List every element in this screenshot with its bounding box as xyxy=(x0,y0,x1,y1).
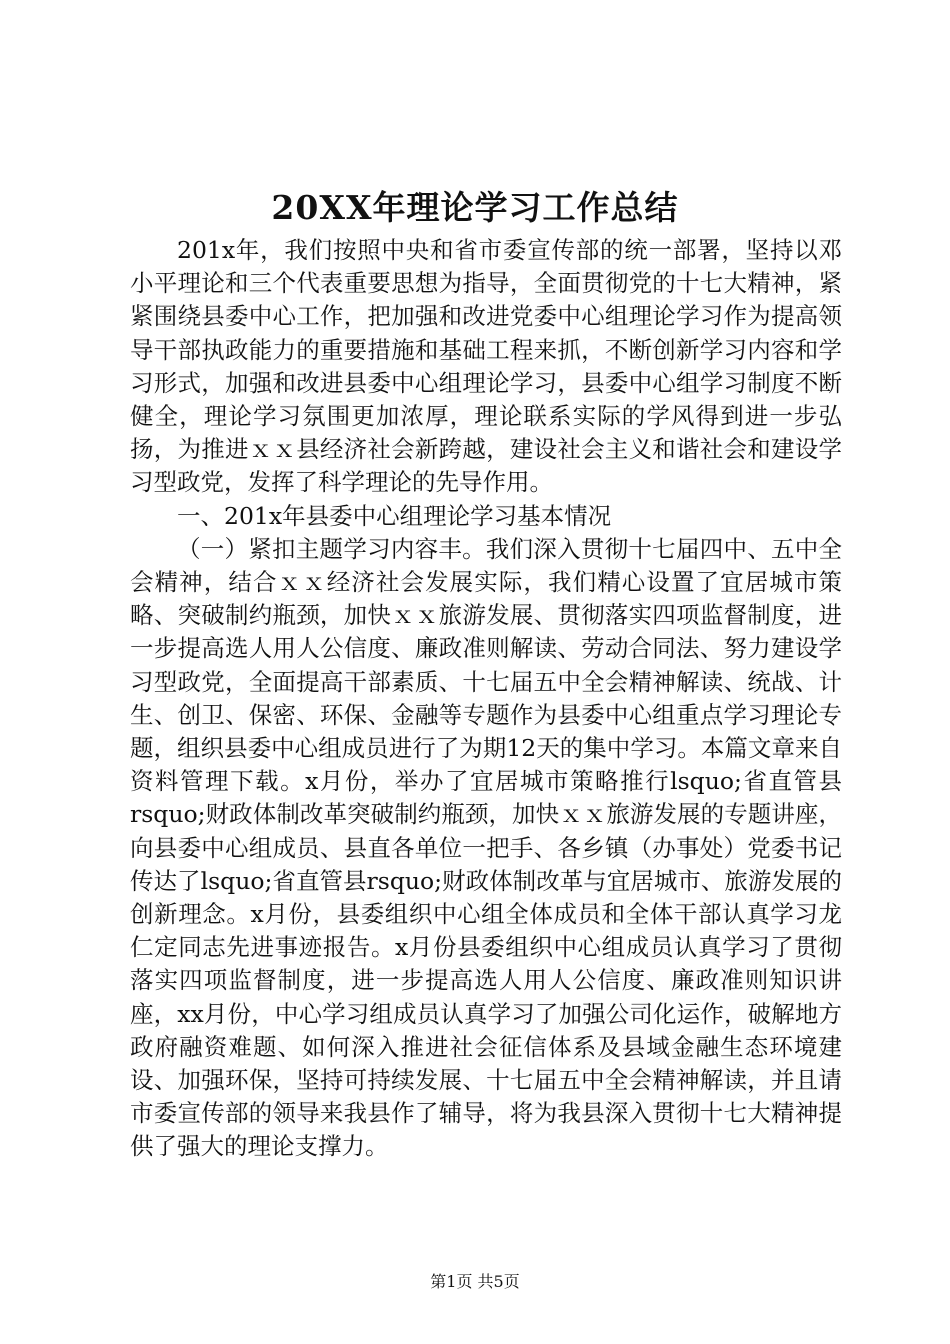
paragraph-section-1-1: （一）紧扣主题学习内容丰。我们深入贯彻十七届四中、五中全会精神，结合ｘｘ经济社会发展实际，我们精心设置了宜居城市策略、突破制约瓶颈，加快ｘｘ旅游发展、贯彻落实四项监督制度，进一步提高选人用人公信度、廉政准则解读、劳动合同法、努力建设学习型政党，全面提高干部素质、十七届五中全会精神解读、统战、计生、创卫、保密、环保、金融等专题作为县委中心组重点学习理论专题，组织县委中心组成员进行了为期12天的集中学习。本篇文章来自资料管理下载。x月份，举办了宜居城市策略推行lsquo;省直管县rsquo;财政体制改革突破制约瓶颈，加快ｘｘ旅游发展的专题讲座，向县委中心组成员、县直各单位一把手、各乡镇（办事处）党委书记传达了lsquo;省直管县rsquo;财政体制改革与宜居城市、旅游发展的创新理念。x月份，县委组织中心组全体成员和全体干部认真学习龙仁定同志先进事迹报告。x月份县委组织中心组成员认真学习了贯彻落实四项监督制度，进一步提高选人用人公信度、廉政准则知识讲座，xx月份，中心学习组成员认真学习了加强公司化运作，破解地方政府融资难题、如何深入推进社会征信体系及县域金融生态环境建设、加强环保，坚持可持续发展、十七届五中全会精神解读，并且请市委宣传部的领导来我县作了辅导，将为我县深入贯彻十七大精神提供了强大的理论支撑力。 xyxy=(130,534,842,1161)
document-body xyxy=(130,234,842,1164)
document-title: 20XX年理论学习工作总结 xyxy=(271,188,679,227)
paragraph-intro: 201x年，我们按照中央和省市委宣传部的统一部署，坚持以邓小平理论和三个代表重要思想为指导，全面贯彻党的十七大精神，紧紧围绕县委中心工作，把加强和改进党委中心组理论学习作为提高领导干部执政能力的重要措施和基础工程来抓，不断创新学习内容和学习形式，加强和改进县委中心组理论学习，县委中心组学习制度不断健全，理论学习氛围更加浓厚，理论联系实际的学风得到进一步弘扬，为推进ｘｘ县经济社会新跨越，建设社会主义和谐社会和建设学习型政党，发挥了科学理论的先导作用。 xyxy=(130,236,842,497)
section-heading-1: 一、201x年县委中心组理论学习基本情况 xyxy=(177,501,612,530)
page-footer: 第1页 共5页 xyxy=(430,1272,520,1291)
